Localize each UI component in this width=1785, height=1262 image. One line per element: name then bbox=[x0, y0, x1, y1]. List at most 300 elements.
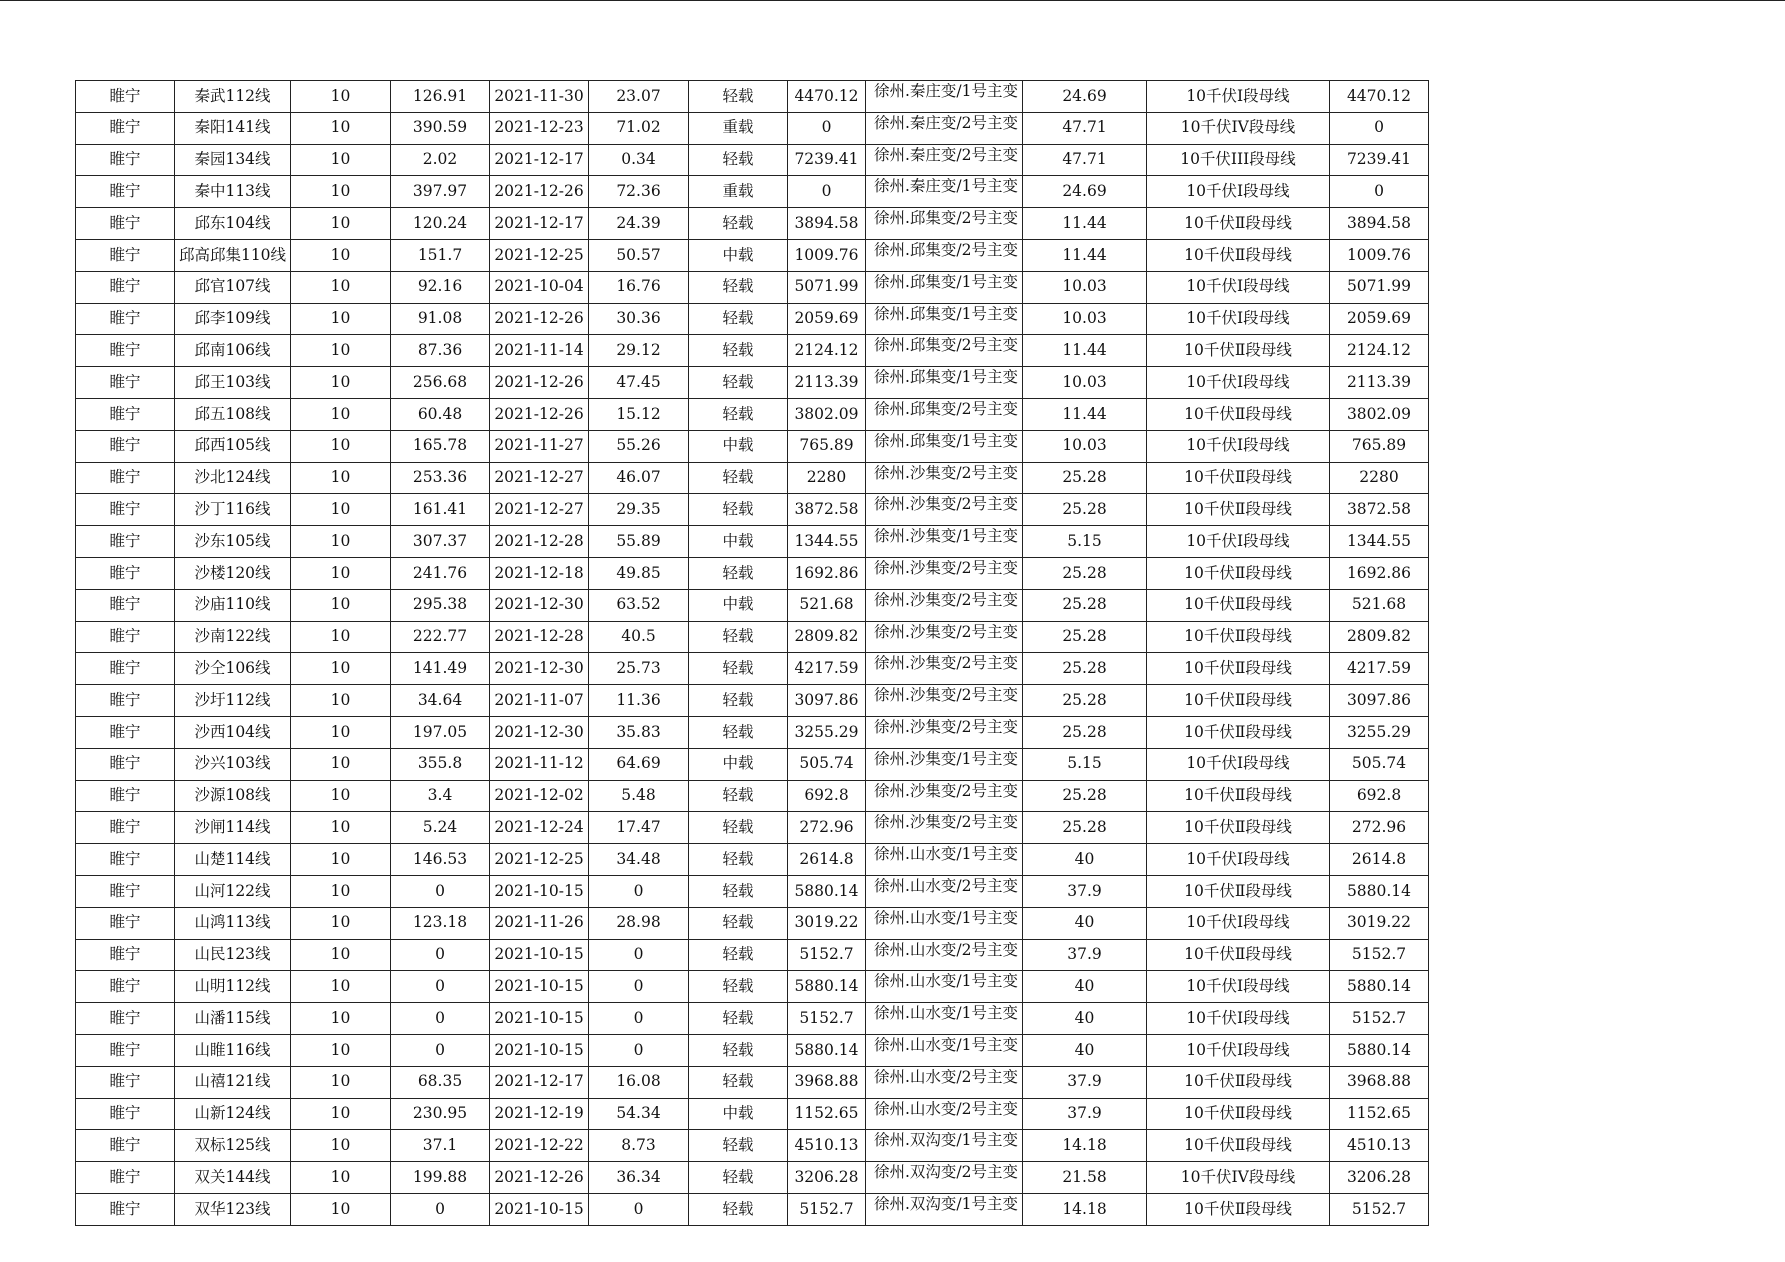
substation-transformer-text: 徐州.沙集变/2号主变 bbox=[874, 687, 1019, 705]
cell-substation-transformer bbox=[866, 430, 1023, 462]
cell-max-load: 123.18 bbox=[391, 907, 490, 939]
cell-bus: 10千伏Ⅰ段母线 bbox=[1147, 907, 1330, 939]
cell-substation-transformer bbox=[866, 271, 1023, 303]
cell-load-rate: 11.36 bbox=[589, 685, 689, 717]
cell-transformer-load-rate: 11.44 bbox=[1023, 239, 1147, 271]
cell-bus: 10千伏Ⅱ段母线 bbox=[1147, 208, 1330, 240]
substation-transformer-text: 徐州.秦庄变/2号主变 bbox=[874, 114, 1019, 132]
table-row bbox=[76, 81, 1429, 113]
cell-load-level: 中载 bbox=[689, 526, 788, 558]
cell-open-capacity: 2059.69 bbox=[1330, 303, 1429, 335]
cell-voltage-kv: 10 bbox=[291, 557, 391, 589]
substation-transformer-text: 徐州.沙集变/2号主变 bbox=[874, 655, 1019, 673]
table-row bbox=[76, 589, 1429, 621]
cell-load-level: 轻载 bbox=[689, 1162, 788, 1194]
cell-load-level: 轻载 bbox=[689, 971, 788, 1003]
cell-load-level: 轻载 bbox=[689, 1034, 788, 1066]
cell-substation-transformer bbox=[866, 335, 1023, 367]
cell-open-capacity: 4470.12 bbox=[1330, 81, 1429, 113]
cell-transformer-load-rate: 25.28 bbox=[1023, 685, 1147, 717]
substation-transformer-text: 徐州.山水变/1号主变 bbox=[874, 1005, 1019, 1023]
cell-date: 2021-12-17 bbox=[490, 208, 589, 240]
cell-available-capacity: 2059.69 bbox=[788, 303, 866, 335]
cell-load-rate: 29.12 bbox=[589, 335, 689, 367]
cell-load-rate: 36.34 bbox=[589, 1162, 689, 1194]
cell-voltage-kv: 10 bbox=[291, 494, 391, 526]
cell-max-load: 120.24 bbox=[391, 208, 490, 240]
cell-open-capacity: 2113.39 bbox=[1330, 367, 1429, 399]
cell-date: 2021-12-26 bbox=[490, 1162, 589, 1194]
cell-substation-transformer bbox=[866, 844, 1023, 876]
cell-bus: 10千伏Ⅱ段母线 bbox=[1147, 653, 1330, 685]
cell-max-load: 60.48 bbox=[391, 398, 490, 430]
cell-available-capacity: 4510.13 bbox=[788, 1130, 866, 1162]
cell-bus: 10千伏Ⅱ段母线 bbox=[1147, 239, 1330, 271]
substation-transformer-text: 徐州.沙集变/2号主变 bbox=[874, 496, 1019, 514]
cell-load-rate: 0 bbox=[589, 1193, 689, 1225]
cell-substation-transformer bbox=[866, 748, 1023, 780]
cell-load-level: 轻载 bbox=[689, 271, 788, 303]
cell-transformer-load-rate: 25.28 bbox=[1023, 589, 1147, 621]
cell-date: 2021-10-15 bbox=[490, 875, 589, 907]
cell-line: 秦阳141线 bbox=[175, 112, 291, 144]
cell-open-capacity: 3097.86 bbox=[1330, 685, 1429, 717]
cell-voltage-kv: 10 bbox=[291, 430, 391, 462]
cell-transformer-load-rate: 25.28 bbox=[1023, 716, 1147, 748]
cell-available-capacity: 0 bbox=[788, 112, 866, 144]
cell-voltage-kv: 10 bbox=[291, 144, 391, 176]
substation-transformer-text: 徐州.秦庄变/1号主变 bbox=[874, 83, 1019, 100]
cell-open-capacity: 272.96 bbox=[1330, 812, 1429, 844]
cell-load-rate: 17.47 bbox=[589, 812, 689, 844]
cell-date: 2021-11-12 bbox=[490, 748, 589, 780]
cell-date: 2021-12-24 bbox=[490, 812, 589, 844]
cell-substation-transformer bbox=[866, 653, 1023, 685]
cell-county: 睢宁 bbox=[76, 430, 175, 462]
cell-transformer-load-rate: 37.9 bbox=[1023, 1098, 1147, 1130]
cell-load-level: 轻载 bbox=[689, 1193, 788, 1225]
table-row bbox=[76, 939, 1429, 971]
substation-transformer-text: 徐州.邱集变/2号主变 bbox=[874, 400, 1019, 418]
cell-open-capacity: 2280 bbox=[1330, 462, 1429, 494]
cell-available-capacity: 1009.76 bbox=[788, 239, 866, 271]
cell-transformer-load-rate: 10.03 bbox=[1023, 271, 1147, 303]
cell-bus: 10千伏Ⅰ段母线 bbox=[1147, 367, 1330, 399]
cell-date: 2021-12-25 bbox=[490, 239, 589, 271]
cell-county: 睢宁 bbox=[76, 208, 175, 240]
cell-substation-transformer bbox=[866, 239, 1023, 271]
cell-max-load: 199.88 bbox=[391, 1162, 490, 1194]
cell-county: 睢宁 bbox=[76, 653, 175, 685]
table-row bbox=[76, 462, 1429, 494]
cell-max-load: 165.78 bbox=[391, 430, 490, 462]
cell-transformer-load-rate: 25.28 bbox=[1023, 557, 1147, 589]
table-row bbox=[76, 494, 1429, 526]
cell-open-capacity: 2124.12 bbox=[1330, 335, 1429, 367]
cell-max-load: 5.24 bbox=[391, 812, 490, 844]
cell-date: 2021-10-15 bbox=[490, 1003, 589, 1035]
cell-voltage-kv: 10 bbox=[291, 526, 391, 558]
substation-transformer-text: 徐州.山水变/1号主变 bbox=[874, 909, 1019, 927]
cell-county: 睢宁 bbox=[76, 557, 175, 589]
cell-county: 睢宁 bbox=[76, 589, 175, 621]
table-row bbox=[76, 398, 1429, 430]
cell-open-capacity: 5071.99 bbox=[1330, 271, 1429, 303]
substation-transformer-text: 徐州.山水变/2号主变 bbox=[874, 877, 1019, 895]
cell-county: 睢宁 bbox=[76, 1066, 175, 1098]
cell-open-capacity: 5152.7 bbox=[1330, 1003, 1429, 1035]
cell-substation-transformer bbox=[866, 303, 1023, 335]
cell-voltage-kv: 10 bbox=[291, 716, 391, 748]
cell-voltage-kv: 10 bbox=[291, 1098, 391, 1130]
cell-bus: 10千伏Ⅰ段母线 bbox=[1147, 1003, 1330, 1035]
cell-available-capacity: 5880.14 bbox=[788, 1034, 866, 1066]
cell-substation-transformer bbox=[866, 716, 1023, 748]
cell-voltage-kv: 10 bbox=[291, 971, 391, 1003]
cell-bus: 10千伏Ⅱ段母线 bbox=[1147, 557, 1330, 589]
cell-date: 2021-11-14 bbox=[490, 335, 589, 367]
cell-substation-transformer bbox=[866, 1193, 1023, 1225]
cell-substation-transformer bbox=[866, 907, 1023, 939]
table-row bbox=[76, 1066, 1429, 1098]
cell-load-rate: 71.02 bbox=[589, 112, 689, 144]
cell-load-level: 轻载 bbox=[689, 875, 788, 907]
cell-voltage-kv: 10 bbox=[291, 208, 391, 240]
cell-available-capacity: 505.74 bbox=[788, 748, 866, 780]
cell-substation-transformer bbox=[866, 812, 1023, 844]
cell-voltage-kv: 10 bbox=[291, 1034, 391, 1066]
cell-substation-transformer bbox=[866, 1098, 1023, 1130]
cell-line: 沙源108线 bbox=[175, 780, 291, 812]
cell-load-rate: 30.36 bbox=[589, 303, 689, 335]
table-row bbox=[76, 812, 1429, 844]
substation-transformer-text: 徐州.山水变/1号主变 bbox=[874, 973, 1019, 991]
cell-transformer-load-rate: 25.28 bbox=[1023, 780, 1147, 812]
cell-date: 2021-11-26 bbox=[490, 907, 589, 939]
cell-line: 秦园134线 bbox=[175, 144, 291, 176]
cell-load-rate: 47.45 bbox=[589, 367, 689, 399]
cell-transformer-load-rate: 24.69 bbox=[1023, 81, 1147, 113]
cell-line: 邱王103线 bbox=[175, 367, 291, 399]
cell-load-rate: 0 bbox=[589, 875, 689, 907]
cell-max-load: 141.49 bbox=[391, 653, 490, 685]
cell-county: 睢宁 bbox=[76, 1130, 175, 1162]
table-row bbox=[76, 1098, 1429, 1130]
cell-date: 2021-12-30 bbox=[490, 716, 589, 748]
cell-county: 睢宁 bbox=[76, 494, 175, 526]
cell-load-rate: 29.35 bbox=[589, 494, 689, 526]
cell-open-capacity: 505.74 bbox=[1330, 748, 1429, 780]
cell-county: 睢宁 bbox=[76, 144, 175, 176]
cell-available-capacity: 1692.86 bbox=[788, 557, 866, 589]
cell-max-load: 37.1 bbox=[391, 1130, 490, 1162]
cell-voltage-kv: 10 bbox=[291, 367, 391, 399]
cell-available-capacity: 2280 bbox=[788, 462, 866, 494]
cell-load-rate: 49.85 bbox=[589, 557, 689, 589]
cell-voltage-kv: 10 bbox=[291, 462, 391, 494]
cell-available-capacity: 3097.86 bbox=[788, 685, 866, 717]
table-row bbox=[76, 239, 1429, 271]
cell-voltage-kv: 10 bbox=[291, 939, 391, 971]
cell-load-level: 轻载 bbox=[689, 208, 788, 240]
cell-load-level: 轻载 bbox=[689, 494, 788, 526]
cell-max-load: 0 bbox=[391, 939, 490, 971]
cell-load-level: 轻载 bbox=[689, 144, 788, 176]
cell-voltage-kv: 10 bbox=[291, 303, 391, 335]
table-row bbox=[76, 208, 1429, 240]
cell-open-capacity: 3206.28 bbox=[1330, 1162, 1429, 1194]
cell-date: 2021-12-25 bbox=[490, 844, 589, 876]
cell-max-load: 3.4 bbox=[391, 780, 490, 812]
cell-substation-transformer bbox=[866, 367, 1023, 399]
substation-transformer-text: 徐州.山水变/1号主变 bbox=[874, 1036, 1019, 1054]
cell-line: 沙闸114线 bbox=[175, 812, 291, 844]
cell-load-rate: 15.12 bbox=[589, 398, 689, 430]
substation-transformer-text: 徐州.沙集变/2号主变 bbox=[874, 623, 1019, 641]
cell-county: 睢宁 bbox=[76, 81, 175, 113]
cell-voltage-kv: 10 bbox=[291, 1162, 391, 1194]
cell-county: 睢宁 bbox=[76, 1162, 175, 1194]
cell-transformer-load-rate: 37.9 bbox=[1023, 1066, 1147, 1098]
substation-transformer-text: 徐州.山水变/2号主变 bbox=[874, 941, 1019, 959]
cell-substation-transformer bbox=[866, 112, 1023, 144]
cell-available-capacity: 2113.39 bbox=[788, 367, 866, 399]
cell-line: 邱西105线 bbox=[175, 430, 291, 462]
cell-available-capacity: 5152.7 bbox=[788, 939, 866, 971]
cell-transformer-load-rate: 25.28 bbox=[1023, 494, 1147, 526]
substation-transformer-text: 徐州.邱集变/1号主变 bbox=[874, 369, 1019, 387]
cell-county: 睢宁 bbox=[76, 780, 175, 812]
cell-county: 睢宁 bbox=[76, 939, 175, 971]
table-row bbox=[76, 144, 1429, 176]
cell-line: 山明112线 bbox=[175, 971, 291, 1003]
cell-bus: 10千伏Ⅱ段母线 bbox=[1147, 1066, 1330, 1098]
cell-bus: 10千伏Ⅰ段母线 bbox=[1147, 81, 1330, 113]
cell-substation-transformer bbox=[866, 144, 1023, 176]
cell-date: 2021-12-27 bbox=[490, 494, 589, 526]
cell-load-rate: 25.73 bbox=[589, 653, 689, 685]
cell-max-load: 2.02 bbox=[391, 144, 490, 176]
cell-date: 2021-12-18 bbox=[490, 557, 589, 589]
cell-line: 秦武112线 bbox=[175, 81, 291, 113]
cell-transformer-load-rate: 5.15 bbox=[1023, 748, 1147, 780]
cell-transformer-load-rate: 5.15 bbox=[1023, 526, 1147, 558]
cell-load-rate: 40.5 bbox=[589, 621, 689, 653]
cell-available-capacity: 3872.58 bbox=[788, 494, 866, 526]
cell-available-capacity: 3206.28 bbox=[788, 1162, 866, 1194]
cell-date: 2021-10-15 bbox=[490, 939, 589, 971]
cell-line: 双标125线 bbox=[175, 1130, 291, 1162]
cell-bus: 10千伏Ⅱ段母线 bbox=[1147, 398, 1330, 430]
substation-transformer-text: 徐州.邱集变/2号主变 bbox=[874, 241, 1019, 259]
feeder-capacity-table bbox=[75, 80, 1429, 1226]
cell-load-rate: 24.39 bbox=[589, 208, 689, 240]
cell-date: 2021-12-17 bbox=[490, 144, 589, 176]
cell-max-load: 241.76 bbox=[391, 557, 490, 589]
cell-open-capacity: 692.8 bbox=[1330, 780, 1429, 812]
cell-bus: 10千伏Ⅰ段母线 bbox=[1147, 1034, 1330, 1066]
cell-transformer-load-rate: 37.9 bbox=[1023, 939, 1147, 971]
cell-max-load: 0 bbox=[391, 1193, 490, 1225]
cell-substation-transformer bbox=[866, 621, 1023, 653]
cell-substation-transformer bbox=[866, 1066, 1023, 1098]
cell-open-capacity: 3255.29 bbox=[1330, 716, 1429, 748]
cell-voltage-kv: 10 bbox=[291, 335, 391, 367]
cell-county: 睢宁 bbox=[76, 176, 175, 208]
substation-transformer-text: 徐州.双沟变/1号主变 bbox=[874, 1132, 1019, 1150]
cell-bus: 10千伏IV段母线 bbox=[1147, 112, 1330, 144]
cell-bus: 10千伏Ⅰ段母线 bbox=[1147, 303, 1330, 335]
cell-max-load: 256.68 bbox=[391, 367, 490, 399]
substation-transformer-text: 徐州.山水变/2号主变 bbox=[874, 1100, 1019, 1118]
cell-max-load: 0 bbox=[391, 1003, 490, 1035]
cell-line: 沙北124线 bbox=[175, 462, 291, 494]
table-row bbox=[76, 1193, 1429, 1225]
cell-available-capacity: 5071.99 bbox=[788, 271, 866, 303]
substation-transformer-text: 徐州.邱集变/1号主变 bbox=[874, 305, 1019, 323]
substation-transformer-text: 徐州.山水变/2号主变 bbox=[874, 1068, 1019, 1086]
cell-bus: 10千伏Ⅱ段母线 bbox=[1147, 716, 1330, 748]
substation-transformer-text: 徐州.邱集变/1号主变 bbox=[874, 432, 1019, 450]
cell-transformer-load-rate: 25.28 bbox=[1023, 621, 1147, 653]
cell-available-capacity: 5152.7 bbox=[788, 1193, 866, 1225]
cell-transformer-load-rate: 40 bbox=[1023, 844, 1147, 876]
substation-transformer-text: 徐州.沙集变/2号主变 bbox=[874, 814, 1019, 832]
cell-line: 沙兴103线 bbox=[175, 748, 291, 780]
table-row bbox=[76, 176, 1429, 208]
cell-date: 2021-12-28 bbox=[490, 621, 589, 653]
cell-max-load: 146.53 bbox=[391, 844, 490, 876]
cell-county: 睢宁 bbox=[76, 112, 175, 144]
cell-bus: 10千伏Ⅱ段母线 bbox=[1147, 1193, 1330, 1225]
cell-max-load: 355.8 bbox=[391, 748, 490, 780]
cell-voltage-kv: 10 bbox=[291, 176, 391, 208]
cell-date: 2021-12-23 bbox=[490, 112, 589, 144]
cell-date: 2021-10-04 bbox=[490, 271, 589, 303]
cell-open-capacity: 5152.7 bbox=[1330, 1193, 1429, 1225]
table-row bbox=[76, 1003, 1429, 1035]
cell-voltage-kv: 10 bbox=[291, 239, 391, 271]
cell-load-rate: 55.26 bbox=[589, 430, 689, 462]
cell-load-level: 中载 bbox=[689, 430, 788, 462]
cell-line: 山潘115线 bbox=[175, 1003, 291, 1035]
cell-voltage-kv: 10 bbox=[291, 685, 391, 717]
cell-bus: 10千伏Ⅱ段母线 bbox=[1147, 621, 1330, 653]
substation-transformer-text: 徐州.双沟变/1号主变 bbox=[874, 1195, 1019, 1213]
cell-load-rate: 23.07 bbox=[589, 81, 689, 113]
cell-line: 沙西104线 bbox=[175, 716, 291, 748]
cell-county: 睢宁 bbox=[76, 335, 175, 367]
cell-county: 睢宁 bbox=[76, 271, 175, 303]
substation-transformer-text: 徐州.沙集变/1号主变 bbox=[874, 750, 1019, 768]
cell-load-level: 轻载 bbox=[689, 907, 788, 939]
substation-transformer-text: 徐州.沙集变/2号主变 bbox=[874, 718, 1019, 736]
cell-substation-transformer bbox=[866, 1034, 1023, 1066]
cell-open-capacity: 3802.09 bbox=[1330, 398, 1429, 430]
cell-date: 2021-12-28 bbox=[490, 526, 589, 558]
table-row bbox=[76, 748, 1429, 780]
cell-county: 睢宁 bbox=[76, 971, 175, 1003]
cell-substation-transformer bbox=[866, 557, 1023, 589]
cell-open-capacity: 1344.55 bbox=[1330, 526, 1429, 558]
cell-line: 秦中113线 bbox=[175, 176, 291, 208]
cell-line: 沙楼120线 bbox=[175, 557, 291, 589]
cell-voltage-kv: 10 bbox=[291, 907, 391, 939]
cell-max-load: 126.91 bbox=[391, 81, 490, 113]
cell-county: 睢宁 bbox=[76, 1003, 175, 1035]
substation-transformer-text: 徐州.沙集变/2号主变 bbox=[874, 559, 1019, 577]
cell-load-rate: 8.73 bbox=[589, 1130, 689, 1162]
cell-max-load: 161.41 bbox=[391, 494, 490, 526]
cell-max-load: 0 bbox=[391, 875, 490, 907]
table-row bbox=[76, 557, 1429, 589]
cell-load-rate: 0 bbox=[589, 971, 689, 1003]
cell-bus: 10千伏Ⅱ段母线 bbox=[1147, 335, 1330, 367]
cell-load-rate: 64.69 bbox=[589, 748, 689, 780]
cell-load-rate: 0 bbox=[589, 1003, 689, 1035]
cell-available-capacity: 5880.14 bbox=[788, 971, 866, 1003]
cell-load-level: 轻载 bbox=[689, 557, 788, 589]
cell-date: 2021-12-26 bbox=[490, 176, 589, 208]
cell-available-capacity: 5880.14 bbox=[788, 875, 866, 907]
cell-load-level: 轻载 bbox=[689, 844, 788, 876]
cell-county: 睢宁 bbox=[76, 844, 175, 876]
cell-substation-transformer bbox=[866, 1162, 1023, 1194]
cell-load-rate: 55.89 bbox=[589, 526, 689, 558]
cell-open-capacity: 7239.41 bbox=[1330, 144, 1429, 176]
cell-voltage-kv: 10 bbox=[291, 112, 391, 144]
cell-transformer-load-rate: 10.03 bbox=[1023, 430, 1147, 462]
cell-available-capacity: 1344.55 bbox=[788, 526, 866, 558]
cell-load-level: 轻载 bbox=[689, 1003, 788, 1035]
cell-load-level: 中载 bbox=[689, 1098, 788, 1130]
table-row bbox=[76, 971, 1429, 1003]
cell-open-capacity: 3968.88 bbox=[1330, 1066, 1429, 1098]
cell-date: 2021-12-17 bbox=[490, 1066, 589, 1098]
cell-line: 沙东105线 bbox=[175, 526, 291, 558]
cell-county: 睢宁 bbox=[76, 1034, 175, 1066]
page-top-rule bbox=[0, 0, 1785, 1]
cell-transformer-load-rate: 25.28 bbox=[1023, 653, 1147, 685]
substation-transformer-text: 徐州.秦庄变/1号主变 bbox=[874, 178, 1019, 196]
cell-line: 邱五108线 bbox=[175, 398, 291, 430]
substation-transformer-text: 徐州.山水变/1号主变 bbox=[874, 846, 1019, 864]
cell-county: 睢宁 bbox=[76, 1098, 175, 1130]
cell-line: 双华123线 bbox=[175, 1193, 291, 1225]
cell-load-level: 中载 bbox=[689, 589, 788, 621]
cell-load-rate: 35.83 bbox=[589, 716, 689, 748]
cell-bus: 10千伏Ⅰ段母线 bbox=[1147, 971, 1330, 1003]
table-row bbox=[76, 716, 1429, 748]
cell-voltage-kv: 10 bbox=[291, 589, 391, 621]
cell-available-capacity: 7239.41 bbox=[788, 144, 866, 176]
cell-bus: 10千伏Ⅰ段母线 bbox=[1147, 176, 1330, 208]
cell-voltage-kv: 10 bbox=[291, 1130, 391, 1162]
cell-voltage-kv: 10 bbox=[291, 653, 391, 685]
cell-load-level: 轻载 bbox=[689, 812, 788, 844]
cell-county: 睢宁 bbox=[76, 748, 175, 780]
cell-voltage-kv: 10 bbox=[291, 812, 391, 844]
cell-line: 山睢116线 bbox=[175, 1034, 291, 1066]
cell-available-capacity: 3019.22 bbox=[788, 907, 866, 939]
cell-available-capacity: 521.68 bbox=[788, 589, 866, 621]
cell-transformer-load-rate: 10.03 bbox=[1023, 367, 1147, 399]
cell-transformer-load-rate: 40 bbox=[1023, 1034, 1147, 1066]
table-row bbox=[76, 685, 1429, 717]
cell-substation-transformer bbox=[866, 462, 1023, 494]
cell-voltage-kv: 10 bbox=[291, 1066, 391, 1098]
cell-available-capacity: 272.96 bbox=[788, 812, 866, 844]
